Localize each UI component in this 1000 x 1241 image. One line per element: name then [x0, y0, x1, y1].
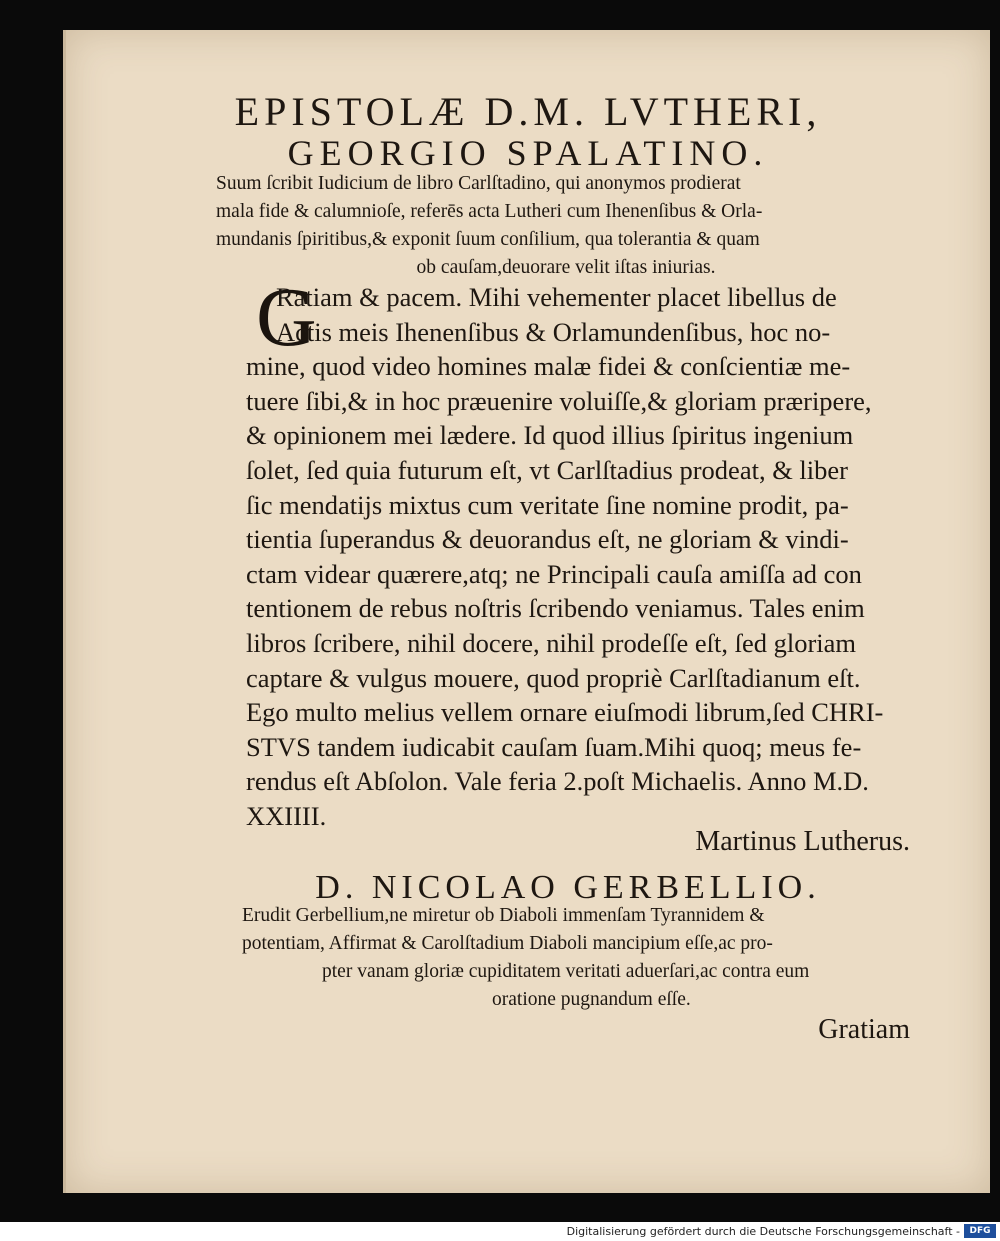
letter1-heading-line1: EPISTOLÆ D.M. LVTHERI, [234, 89, 822, 134]
summary-line: pter vanam gloriæ cupiditatem veritati aduerſari,ac contra eum [322, 961, 810, 982]
dfg-logo-icon: DFG [964, 1224, 996, 1238]
summary-line: Suum ſcribit Iudicium de libro Carlſtadino, qui anonymos prodierat [216, 173, 741, 194]
body-line: Ratiam & pacem. Mihi vehementer placet libellus de [276, 282, 837, 312]
footer-bar [0, 1222, 1000, 1241]
body-line: ſic mendatijs mixtus cum veritate ſine nomine prodit, pa- [246, 489, 849, 520]
body-line: STVS tandem iudicabit cauſam ſuam.Mihi quoq; meus fe- [246, 731, 862, 762]
letter1-body [246, 280, 910, 834]
body-line: ctam videar quærere,atq; ne Principali cauſa amiſſa ad con [246, 558, 862, 589]
body-line: & opinionem mei lædere. Id quod illius ſpiritus ingenium [246, 420, 854, 451]
summary-line: oratione pugnandum eſſe. [492, 989, 691, 1010]
letter1-summary [216, 170, 916, 282]
letter2-summary [242, 902, 912, 1014]
summary-line: ob cauſam,deuorare velit iſtas iniurias. [416, 257, 716, 278]
body-line: tentionem de rebus noſtris ſcribendo veniamus. Tales enim [246, 593, 865, 624]
body-line: rendus eſt Abſolon. Vale feria 2.poſt Michaelis. Anno M.D. [246, 766, 869, 797]
letter1-signature: Martinus Lutherus. [695, 826, 910, 857]
letter2-heading: D. NICOLAO GERBELLIO. [315, 869, 821, 906]
body-line: ſolet, ſed quia futurum eſt, vt Carlſtadius prodeat, & liber [246, 454, 848, 485]
body-line: libros ſcribere, nihil docere, nihil prodeſſe eſt, ſed gloriam [246, 627, 857, 658]
catchword: Gratiam [818, 1014, 910, 1045]
letter1-heading-line2: GEORGIO SPALATINO. [287, 133, 769, 173]
summary-line: mala fide & calumnioſe, referēs acta Lutheri cum Ihenenſibus & Orla- [216, 201, 763, 222]
body-line: mine, quod video homines malæ fidei & conſcientiæ me- [246, 351, 851, 382]
body-line: XXIIII. [246, 800, 327, 831]
body-line: Actis meis Ihenenſibus & Orlamundenſibus, hoc no- [276, 316, 831, 347]
book-page [63, 30, 990, 1193]
body-line: tuere ſibi,& in hoc præuenire voluiſſe,& gloriam præripere, [246, 385, 872, 416]
summary-line: mundanis ſpiritibus,& exponit ſuum conſilium, qua tolerantia & quam [216, 229, 760, 250]
summary-line: Erudit Gerbellium,ne miretur ob Diaboli immenſam Tyrannidem & [242, 905, 765, 926]
body-line: tientia ſuperandus & deuorandus eſt, ne gloriam & vindi- [246, 524, 849, 555]
page-content [66, 30, 990, 1193]
body-line: captare & vulgus mouere, quod propriè Carlſtadianum eſt. [246, 662, 861, 693]
body-line: Ego multo melius vellem ornare eiuſmodi librum,ſed CHRI- [246, 697, 884, 728]
summary-line: potentiam, Affirmat & Carolſtadium Diaboli mancipium eſſe,ac pro- [242, 933, 773, 954]
funding-credit: Digitalisierung gefördert durch die Deutsche Forschungsgemeinschaft - [566, 1225, 960, 1238]
drop-cap-initial: G [256, 271, 317, 364]
